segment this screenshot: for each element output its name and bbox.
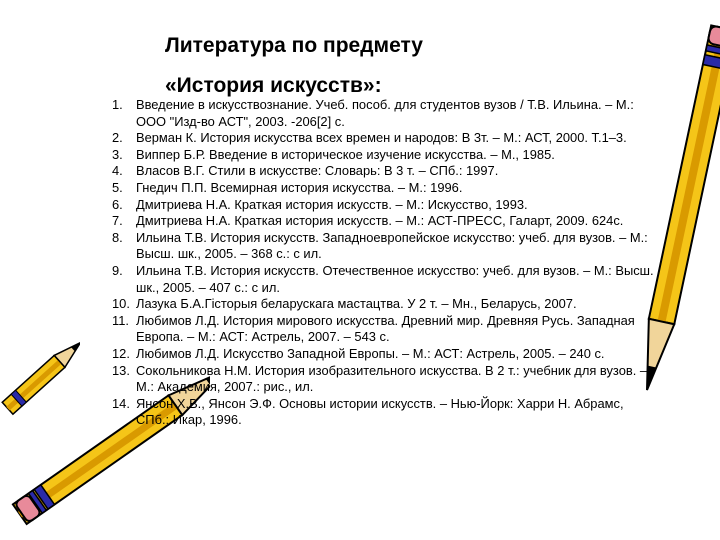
item-number: 7. xyxy=(112,213,123,229)
item-text: Любимов Л.Д. История мирового искусства. Древний мир. Древняя Русь. Западная Европа. – М.: АСТ: Астрель, 2007. – 543 с. xyxy=(136,312,635,345)
list-item xyxy=(100,147,660,164)
item-number: 12. xyxy=(112,345,130,361)
page-title xyxy=(165,28,423,104)
item-number: 11. xyxy=(112,312,129,328)
item-number: 9. xyxy=(112,262,123,278)
item-number: 3. xyxy=(112,146,123,162)
item-text: Янсон Х.В., Янсон Э.Ф. Основы истории искусств. – Нью-Йорк: Харри Н. Абрамс, СПб.: Икар, 1996. xyxy=(136,395,624,428)
item-text: Ильина Т.В. История искусств. Западноевропейское искусство: учеб. для вузов. – М.: Высш. шк., 2005. – 368 с.: с ил. xyxy=(136,229,648,262)
item-number: 5. xyxy=(112,179,123,195)
list-item xyxy=(100,363,660,396)
item-text: Гнедич П.П. Всемирная история искусства. – М.: 1996. xyxy=(136,179,463,195)
title-line-2: «История искусств»: xyxy=(165,74,382,97)
item-number: 1. xyxy=(112,97,123,112)
list-item xyxy=(100,213,660,230)
item-number: 8. xyxy=(112,229,123,245)
list-item xyxy=(100,263,660,296)
item-text: Любимов Л.Д. Искусство Западной Европы. – М.: АСТ: Астрель, 2005. – 240 с. xyxy=(136,345,605,361)
list-item xyxy=(100,396,660,429)
item-text: Верман К. История искусства всех времен и народов: В 3т. – М.: АСТ, 2000. Т.1–3. xyxy=(136,130,627,146)
item-number: 2. xyxy=(112,130,123,146)
item-text: Дмитриева Н.А. Краткая история искусств. – М.: Искусство, 1993. xyxy=(136,196,528,212)
item-text: Лазука Б.А.Гісторыя беларускага мастацтва. У 2 т. – Мн., Беларусь, 2007. xyxy=(136,296,577,312)
item-text: Ильина Т.В. История искусств. Отечественное искусство: учеб. для вузов. – М.: Высш. шк., 2005. – 407 с.: с ил. xyxy=(136,262,654,295)
item-number: 14. xyxy=(112,395,130,411)
item-number: 6. xyxy=(112,196,123,212)
item-number: 4. xyxy=(112,163,123,179)
reference-list xyxy=(100,97,660,429)
item-text: Власов В.Г. Стили в искусстве: Словарь: В 3 т. – СПб.: 1997. xyxy=(136,163,499,179)
item-text: Дмитриева Н.А. Краткая история искусств. – М.: АСТ-ПРЕСС, Галарт, 2009. 624с. xyxy=(136,213,624,229)
item-text: Сокольникова Н.М. История изобразительного искусства. В 2 т.: учебник для вузов. – М.: Академия, 2007.: рис., ил. xyxy=(136,362,648,395)
item-text: Виппер Б.Р. Введение в историческое изучение искусства. – М., 1985. xyxy=(136,146,555,162)
list-item xyxy=(100,163,660,180)
pencil-icon-mid-left xyxy=(0,340,80,420)
list-item xyxy=(100,130,660,147)
list-item xyxy=(100,97,660,130)
list-item xyxy=(100,296,660,313)
title-line-1: Литература по предмету xyxy=(165,34,423,57)
item-number: 10. xyxy=(112,296,130,312)
list-item xyxy=(100,313,660,346)
item-text: Введение в искусствознание. Учеб. пособ. для студентов вузов / Т.В. Ильина. – М.: ООО "Изд-во АСТ", 2003. -206[2] с. xyxy=(136,97,634,129)
list-item xyxy=(100,230,660,263)
list-item xyxy=(100,180,660,197)
list-item xyxy=(100,346,660,363)
item-number: 13. xyxy=(112,362,130,378)
list-item xyxy=(100,197,660,214)
